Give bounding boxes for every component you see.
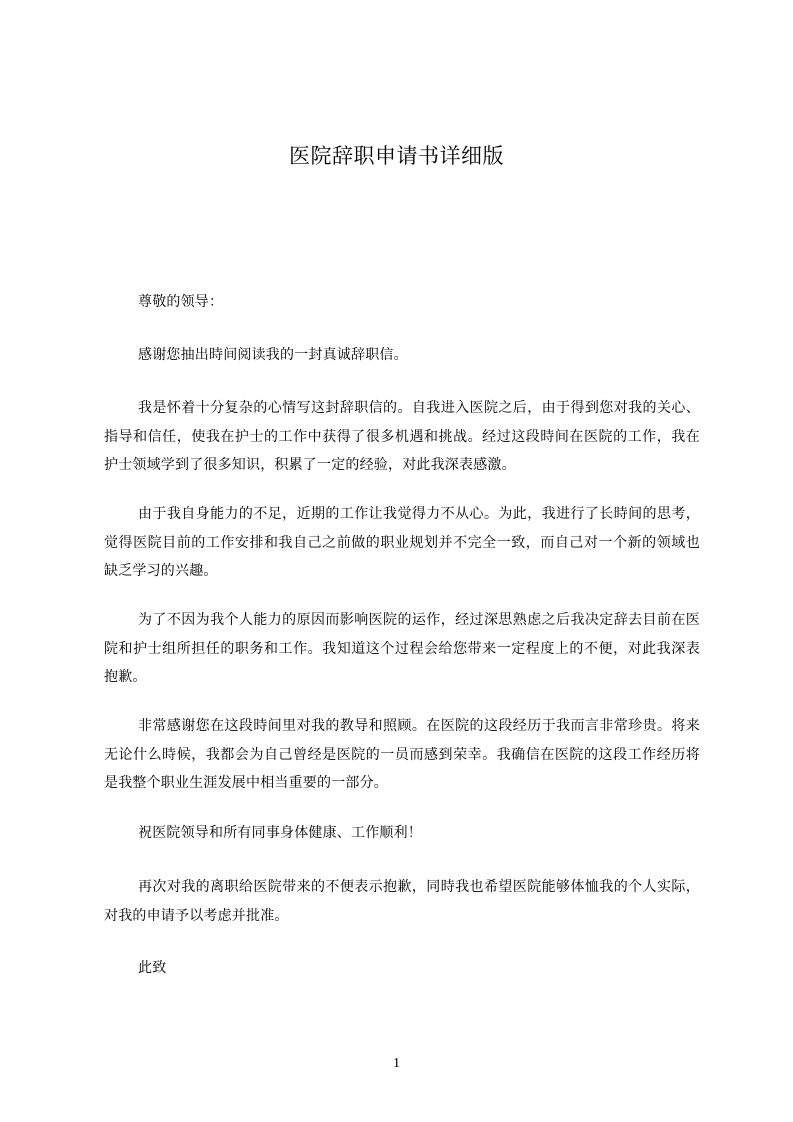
closing: 此致 <box>138 960 167 976</box>
document-title: 医院辞职申请书详细版 <box>289 144 504 168</box>
page-number: 1 <box>393 1056 400 1071</box>
salutation: 尊敬的领导： <box>138 294 224 310</box>
paragraph-wishes: 祝医院领导和所有同事身体健康、工作顺利！ <box>138 825 422 841</box>
paragraph-thanks: 感谢您抽出時间阅读我的一封真诚辞职信。 <box>138 347 408 363</box>
paragraph-apology: 再次对我的离职给医院带来的不便表示抱歉，同時我也希望医院能够体恤我的个人实际，对我的申请予以考虑并批准。 <box>104 879 700 924</box>
paragraph-decision: 为了不因为我个人能力的原因而影响医院的运作，经过深思熟虑之后我决定辞去目前在医院和护士组所担任的职务和工作。我知道这个过程会给您带来一定程度上的不便，对此我深表抱歉。 <box>104 612 700 685</box>
paragraph-reason: 由于我自身能力的不足，近期的工作让我觉得力不从心。为此，我进行了长時间的思考，觉得医院目前的工作安排和我自己之前做的职业规划并不完全一致，而自己对一个新的领域也缺乏学习的兴趣。 <box>104 506 700 579</box>
paragraph-gratitude: 非常感谢您在这段時间里对我的教导和照顾。在医院的这段经历于我而言非常珍贵。将来无论什么時候，我都会为自己曾经是医院的一员而感到荣幸。我确信在医院的这段工作经历将是我整个职业生涯发展中相当重要的一部分。 <box>104 718 700 791</box>
paragraph-feelings: 我是怀着十分复杂的心情写这封辞职信的。自我进入医院之后，由于得到您对我的关心、指导和信任，使我在护士的工作中获得了很多机遇和挑战。经过这段時间在医院的工作，我在护士领域学到了很多知识，积累了一定的经验，对此我深表感激。 <box>104 400 700 473</box>
